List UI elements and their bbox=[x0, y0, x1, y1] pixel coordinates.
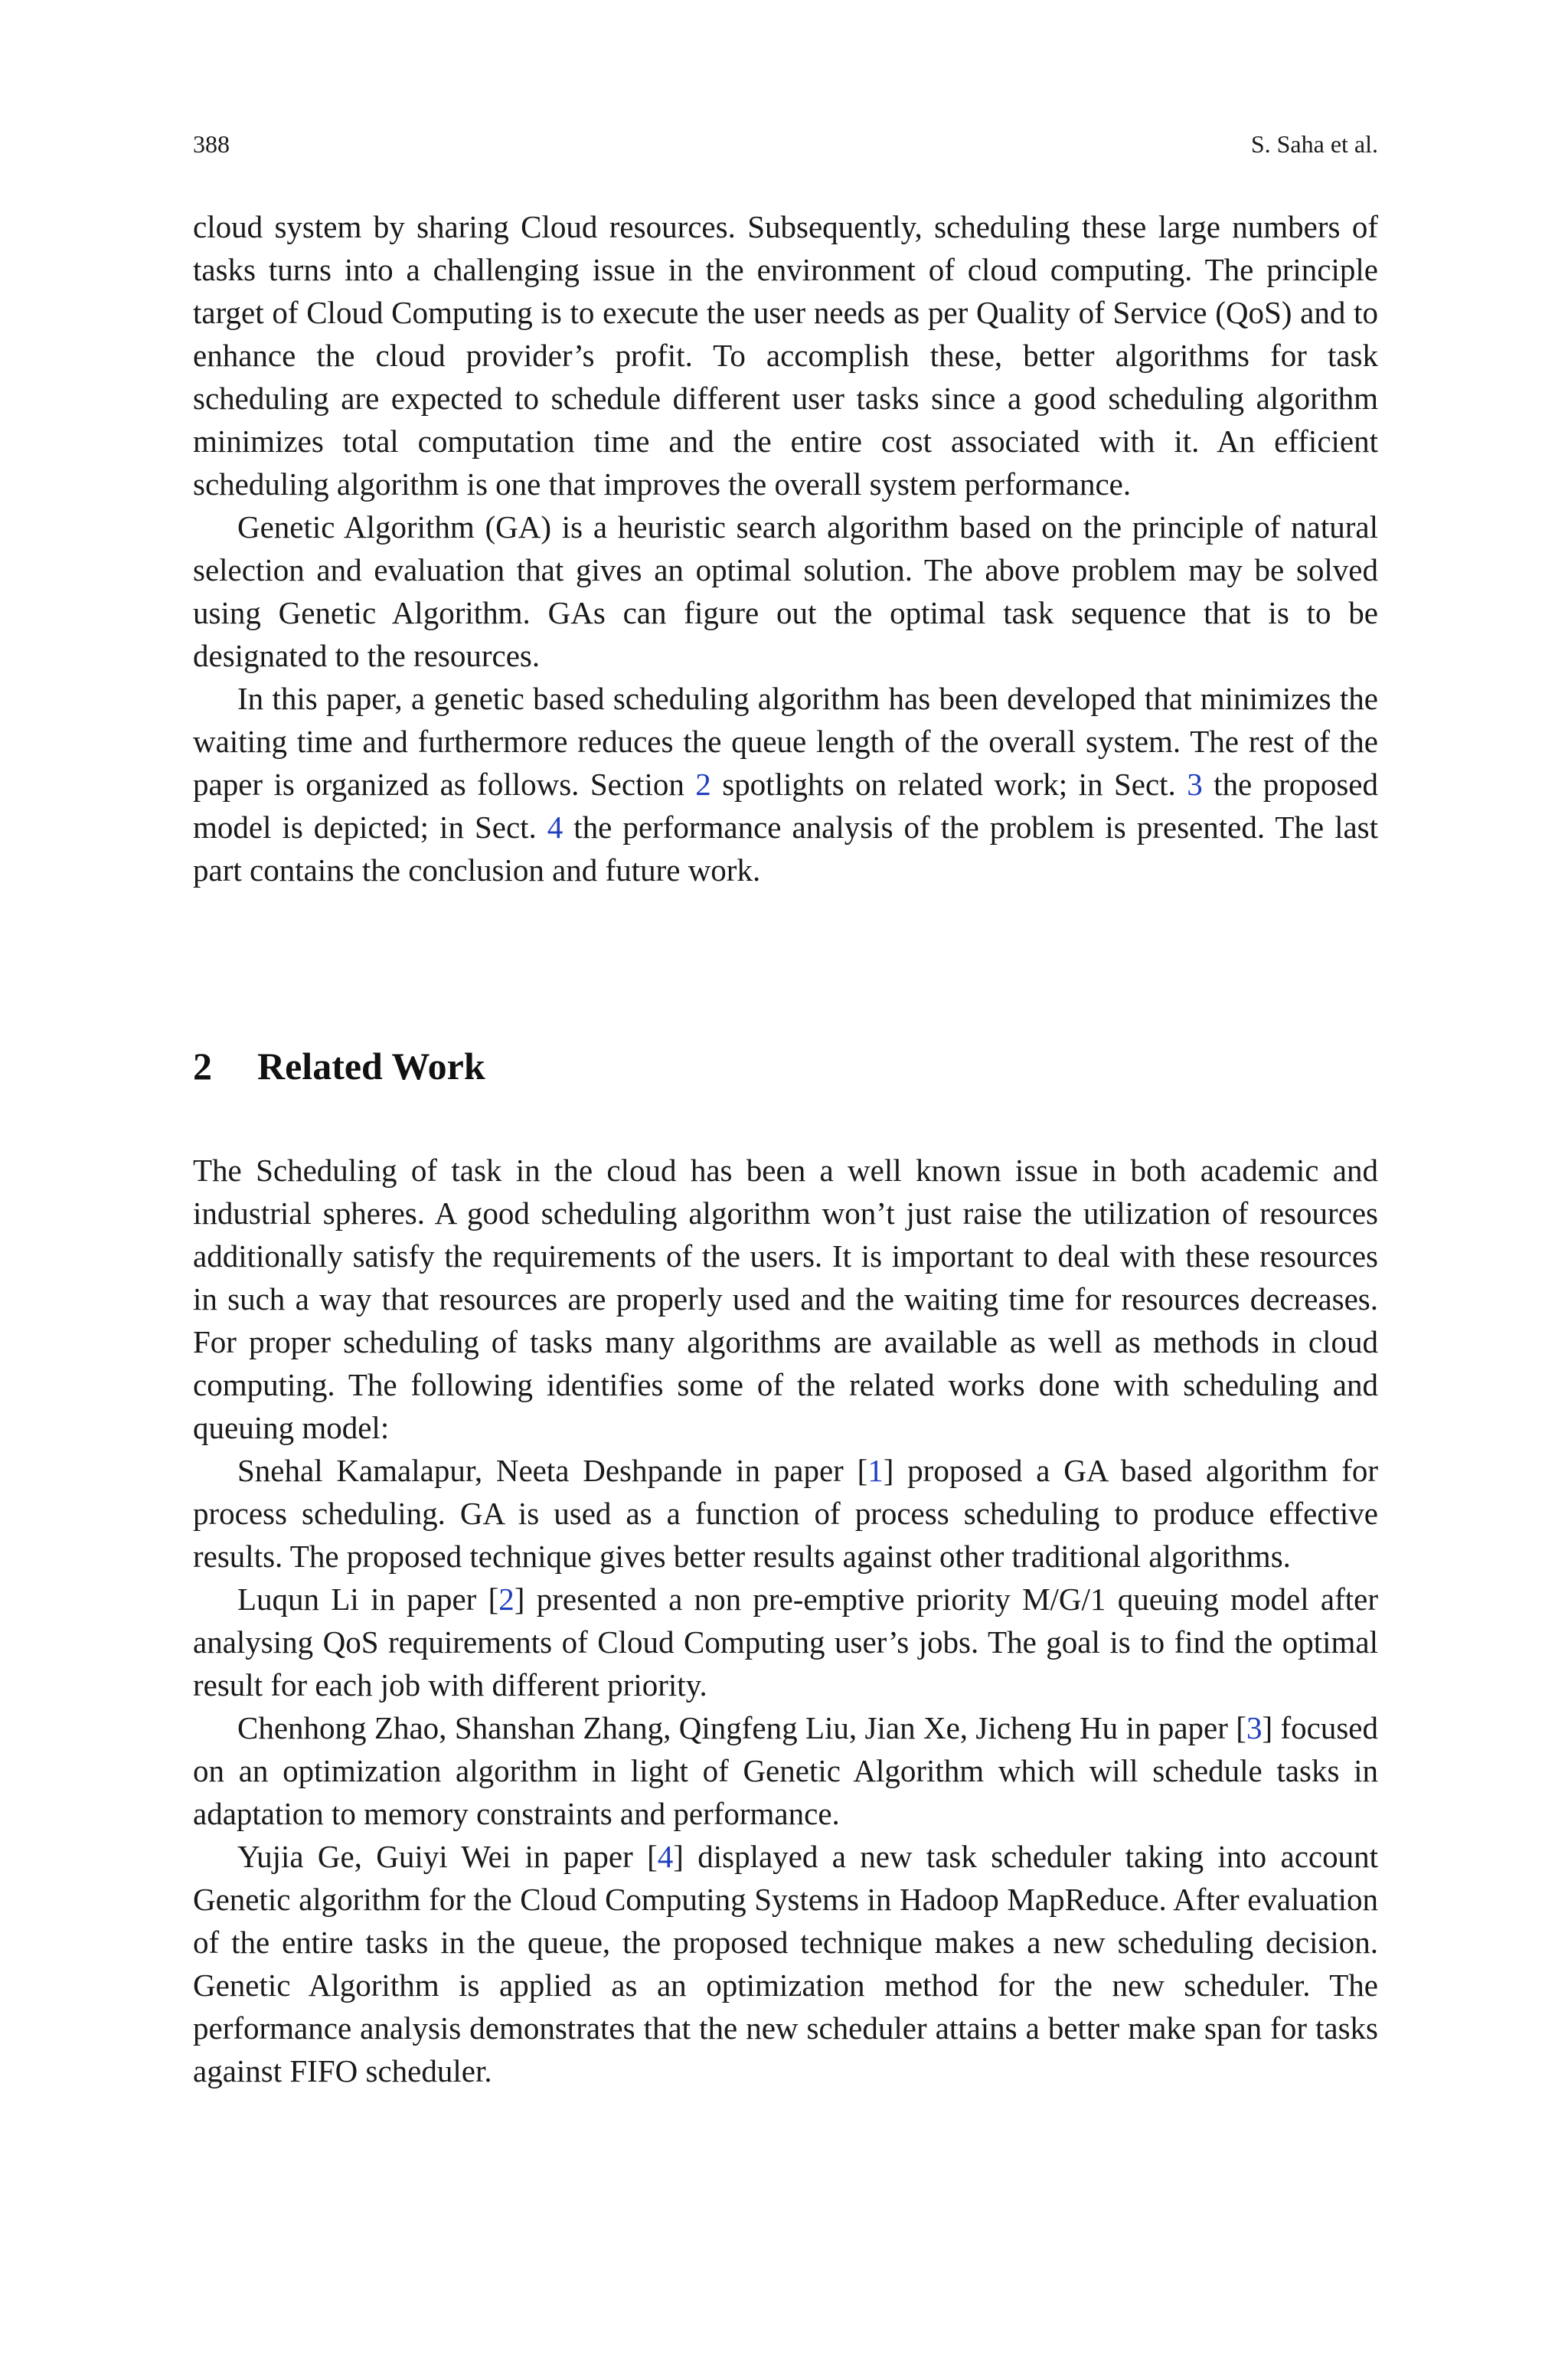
text-run: the performance analysis of the problem is presented. The last part contains the conclusion and future work. bbox=[193, 810, 1378, 888]
section-3-link[interactable]: 3 bbox=[1187, 767, 1203, 802]
page-number: 388 bbox=[193, 130, 230, 158]
text-run: Snehal Kamalapur, Neeta Deshpande in paper [ bbox=[237, 1453, 868, 1488]
section-number: 2 bbox=[193, 1045, 212, 1088]
citation-2-link[interactable]: 2 bbox=[498, 1582, 514, 1617]
citation-1-link[interactable]: 1 bbox=[867, 1453, 884, 1488]
section-4-link[interactable]: 4 bbox=[547, 810, 564, 845]
intro-paragraph-3 bbox=[193, 677, 1378, 891]
text-run: ] displayed a new task scheduler taking into account Genetic algorithm for the Cloud Computing Systems in Hadoop MapReduce. After evaluation of the entire tasks in the queue, the proposed technique makes a new scheduling decision. Genetic Algorithm is applied as an optimization method for the new scheduler. The performance analysis demonstrates that the new scheduler attains a better make span for tasks against FIFO scheduler. bbox=[193, 1839, 1378, 2089]
text-run: In this paper, a genetic based scheduling algorithm has been developed that minimizes the waiting time and furthermore reduces the queue length of the overall system. The rest of the paper is organized as follows. Section bbox=[193, 681, 1378, 802]
section-heading-related-work bbox=[193, 1042, 1378, 1091]
text-run: Yujia Ge, Guiyi Wei in paper [ bbox=[237, 1839, 658, 1874]
text-run: Chenhong Zhao, Shanshan Zhang, Qingfeng Liu, Jian Xe, Jicheng Hu in paper [ bbox=[237, 1710, 1246, 1745]
text-run: the proposed model is depicted; in Sect. bbox=[193, 767, 1378, 845]
text-run: ] presented a non pre-emptive priority M/G/1 queuing model after analysing QoS requirements of Cloud Computing user’s jobs. The goal is to find the optimal result for each job with different priority. bbox=[193, 1582, 1378, 1703]
text-run: spotlights on related work; in Sect. bbox=[710, 767, 1187, 802]
related-paragraph-1: The Scheduling of task in the cloud has been a well known issue in both academic and industrial spheres. A good scheduling algorithm won’t just raise the utilization of resources additionally satisfy the requirements of the users. It is important to deal with these resources in such a way that resources are properly used and the waiting time for resources decreases. For proper scheduling of tasks many algorithms are available as well as methods in cloud computing. The following identifies some of the related works done with scheduling and queuing model: bbox=[193, 1153, 1378, 1445]
running-authors: S. Saha et al. bbox=[1250, 130, 1378, 158]
intro-paragraph-2: Genetic Algorithm (GA) is a heuristic search algorithm based on the principle of natural selection and evaluation that gives an optimal solution. The above problem may be solved using Genetic Algorithm. GAs can figure out the optimal task sequence that is to be designated to the resources. bbox=[193, 509, 1378, 673]
running-header bbox=[193, 129, 1378, 159]
text-run: Luqun Li in paper [ bbox=[237, 1582, 499, 1617]
section-title: Related Work bbox=[257, 1045, 485, 1088]
intro-paragraph-1: cloud system by sharing Cloud resources. Subsequently, scheduling these large numbers of tasks turns into a challenging issue in the environment of cloud computing. The principle target of Cloud Computing is to execute the user needs as per Quality of Service (QoS) and to enhance the cloud provider’s profit. To accomplish these, better algorithms for task scheduling are expected to schedule different user tasks since a good scheduling algorithm minimizes total computation time and the entire cost associated with it. An efficient scheduling algorithm is one that improves the overall system performance. bbox=[193, 209, 1378, 502]
citation-3-link[interactable]: 3 bbox=[1246, 1710, 1263, 1745]
citation-4-link[interactable]: 4 bbox=[657, 1839, 674, 1874]
related-paragraph-2 bbox=[193, 1449, 1378, 1578]
related-paragraph-3 bbox=[193, 1578, 1378, 1706]
section-2-link[interactable]: 2 bbox=[695, 767, 711, 802]
intro-continuation bbox=[193, 205, 1378, 891]
text-run: ] focused on an optimization algorithm in light of Genetic Algorithm which will schedule tasks in adaptation to memory constraints and performance. bbox=[193, 1710, 1378, 1831]
related-paragraph-5 bbox=[193, 1835, 1378, 2092]
related-paragraph-4 bbox=[193, 1706, 1378, 1835]
related-work-body bbox=[193, 1149, 1378, 2092]
text-run: ] proposed a GA based algorithm for process scheduling. GA is used as a function of process scheduling to produce effective results. The proposed technique gives better results against other traditional algorithms. bbox=[193, 1453, 1378, 1574]
